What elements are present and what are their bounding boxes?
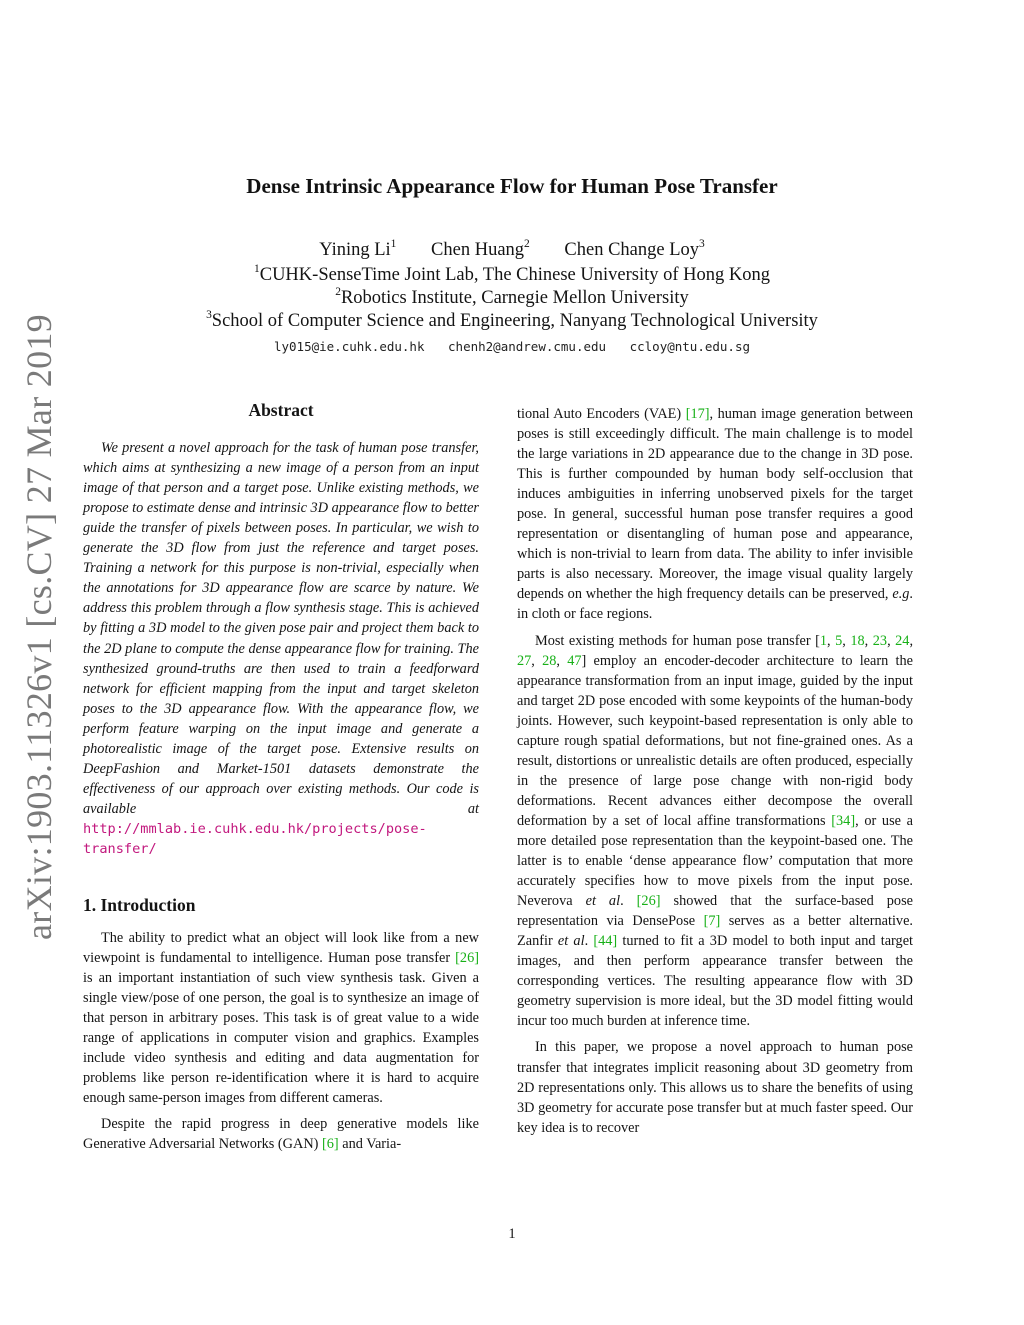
- paragraph: In this paper, we propose a novel approach to human pose transfer that integrates implicit reasoning about 3D geometry from 2D representations only. This allows us to share the benefits of using 3D geometry for accurate pose transfer but at much faster speed. Our key idea is to recover: [517, 1039, 913, 1136]
- citation-link[interactable]: 47: [567, 652, 582, 669]
- emphasis: et al: [557, 933, 585, 950]
- paragraph: The ability to predict what an object will look like from a new viewpoint is fundamental to intelligence. Human pose transfer [26] is an important instantiation of such view synthesis task. Given a single view/pose of one person, the goal is to synthesize an image of that person in arbitrary poses. This task is of great value to a wide range of applications in computer vision and graphics. Examples include video synthesis and editing and data augmentation for problems like person re-identification where it is hard to acquire enough same-person images from different cameras.: [83, 930, 479, 1107]
- paper-title: Dense Intrinsic Appearance Flow for Human Pose Transfer: [246, 174, 778, 198]
- arxiv-stamp: arXiv:1903.11326v1 [cs.CV] 27 Mar 2019: [19, 314, 59, 940]
- affiliation: $^1$CUHK-SenseTime Joint Lab, The Chinese University of Hong Kong: [254, 263, 770, 285]
- email: chenh2@andrew.cmu.edu: [448, 339, 607, 354]
- emphasis: et al: [585, 893, 621, 910]
- paragraph: Despite the rapid progress in deep generative models like Generative Adversarial Networks (GAN) [6] and Varia-: [83, 1115, 479, 1152]
- citation-link[interactable]: 23: [872, 632, 888, 649]
- citation-link[interactable]: 24: [895, 632, 910, 649]
- abstract: [83, 400, 479, 859]
- citation-link[interactable]: [44]: [593, 933, 618, 950]
- citation-link[interactable]: 28: [542, 652, 557, 669]
- affiliation: $^3$School of Computer Science and Engineering, Nanyang Technological University: [206, 309, 818, 331]
- citation-link[interactable]: 5: [835, 632, 843, 649]
- author: Yining Li$^1$: [319, 238, 397, 260]
- citation-link[interactable]: [26]: [636, 893, 661, 910]
- citation-link[interactable]: 1: [819, 632, 828, 649]
- code-link[interactable]: http://mmlab.ie.cuhk.edu.hk/projects/pose-transfer/: [83, 820, 427, 857]
- email: ccloy@ntu.edu.sg: [629, 339, 751, 354]
- email: ly015@ie.cuhk.edu.hk: [273, 339, 425, 354]
- citation-link[interactable]: [34]: [831, 812, 856, 829]
- section-heading-introduction: 1. Introduction: [83, 895, 196, 916]
- author-list: [0, 240, 1024, 261]
- author: Chen Huang$^2$: [431, 238, 530, 260]
- emphasis: e.g: [892, 586, 910, 603]
- email-list: [0, 339, 1024, 354]
- abstract-text: We present a novel approach for the task of human pose transfer, which aims at synthesizing a new image of a person from an input image of that person and a target pose. Unlike existing methods, we propose to estimate dense and intrinsic 3D appearance flow to better guide the transfer of pixels between poses. In particular, we wish to generate the 3D flow from just the reference and target poses. Training a network for this purpose is non-trivial, especially when the annotations for 3D appearance flow are scarce by nature. We address this problem through a flow synthesis stage. This is achieved by fitting a 3D model to the given pose pair and project them back to the 2D plane to compute the dense appearance flow for training. The synthesized ground-truths are then used to train a feedforward network for efficient mapping from the input and target skeleton poses to the 3D appearance flow. With the appearance flow, we perform feature warping on the input image and generate a photorealistic image of the target pose. Extensive results on DeepFashion and Market-1501 datasets demonstrate the effectiveness of our approach over existing methods. Our code is available at http://mmlab.ie.cuhk.edu.hk/projects/pose-transfer/: [83, 440, 479, 857]
- citation-link[interactable]: 27: [517, 652, 532, 669]
- right-column: [517, 404, 913, 1138]
- citation-link[interactable]: [6]: [322, 1135, 339, 1152]
- paragraph: tional Auto Encoders (VAE) [17], human image generation between poses is still exceedingly difficult. The main challenge is to model the large variations in 2D appearance due to the change in 3D pose. This is further compounded by human body self-occlusion that induces ambiguities in inferring unobserved pixels for the target pose. In general, successful human pose transfer requires a good representation or disentangling of human pose and appearance, which is non-trivial to learn from data. The ability to infer invisible parts is also necessary. Moreover, the image visual quality largely depends on whether the high frequency details can be preserved, e.g. in cloth or face regions.: [517, 406, 913, 623]
- citation-link[interactable]: [26]: [455, 950, 479, 967]
- paragraph: Most existing methods for human pose transfer [1, 5, 18, 23, 24, 27, 28, 47] employ an encoder-decoder architecture to learn the appearance transformation from an input image, guided by the input and target 2D pose encoded with some keypoints of the human-body joints. However, such keypoint-based representation is only able to capture rough spatial deformations, but not fine-grained ones. As a result, distortions or unrealistic details are often produced, especially in the presence of large pose change with non-rigid body deformations. Recent advances either decompose the overall deformation by a set of local affine transformations [34], or use a more detailed pose representation than the keypoint-based one. The latter is to enable ‘dense appearance flow’ computation that more accurately specifies how to move pixels from the input pose. Neverova et al. [26] showed that the surface-based pose representation via DensePose [7] serves as a better alternative. Zanfir et al. [44] turned to fit a 3D model to both input and target images, and then perform appearance transfer between the corresponding vertices. The resulting appearance flow with 3D geometry supervision is more ideal, but the 3D model fitting would incur too much burden at inference time.: [517, 632, 914, 1030]
- citation-link[interactable]: 18: [850, 632, 865, 649]
- author: Chen Change Loy$^3$: [564, 238, 705, 260]
- left-column: [83, 400, 479, 1154]
- page-number: 1: [508, 1226, 516, 1242]
- abstract-heading: Abstract: [248, 400, 314, 420]
- citation-link[interactable]: [7]: [703, 913, 721, 930]
- affiliation: $^2$Robotics Institute, Carnegie Mellon University: [335, 286, 689, 308]
- citation-link[interactable]: [17]: [685, 406, 710, 422]
